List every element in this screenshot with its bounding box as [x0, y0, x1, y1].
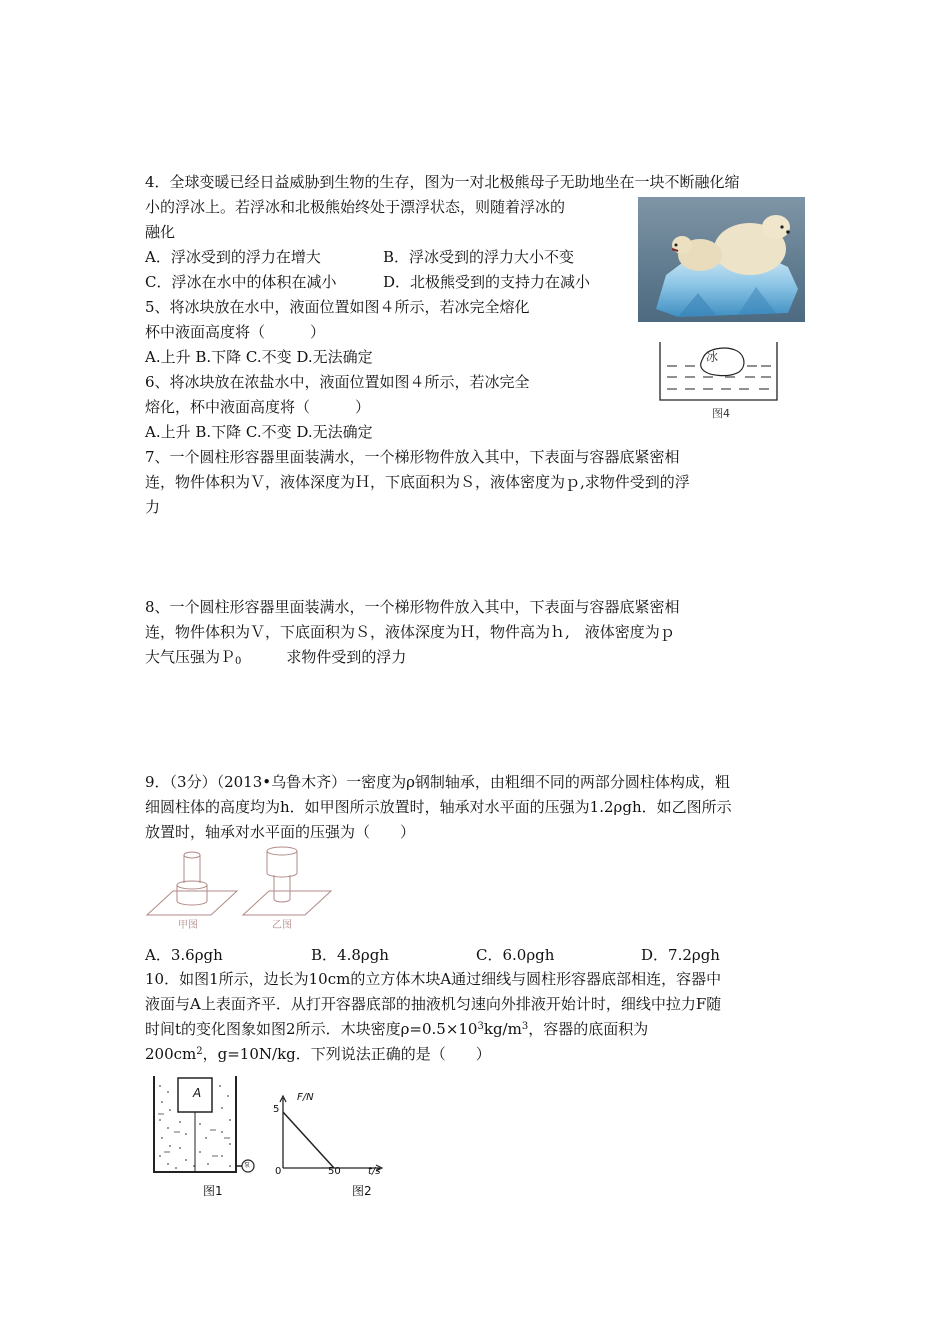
pump-icon: 泵: [244, 1162, 251, 1169]
q4-line3: 融化: [145, 223, 176, 241]
q4-line2: 小的浮冰上。若浮冰和北极熊始终处于漂浮状态，则随着浮冰的: [145, 198, 566, 216]
q4-option-a: A．浮冰受到的浮力在增大: [145, 248, 321, 266]
q9-option-b: B．4.8ρgh: [311, 946, 389, 964]
q6-line1: 6、将冰块放在浓盐水中，液面位置如图４所示，若冰完全: [145, 373, 530, 391]
figure-1-caption: 图1: [203, 1184, 223, 1198]
q4-option-d: D．北极熊受到的支持力在减小: [383, 273, 591, 291]
graph-y-label: F/N: [297, 1092, 314, 1103]
label-yi-tu: 乙图: [272, 920, 292, 931]
q9-option-a: A．3.6ρgh: [145, 946, 223, 964]
q9-line1: 9．（3分）（2013•乌鲁木齐）一密度为ρ钢制轴承，由粗细不同的两部分圆柱体构成，粗: [145, 773, 730, 791]
graph-y-tick-5: 5: [273, 1104, 280, 1115]
q4-option-b: B．浮冰受到的浮力大小不变: [383, 248, 575, 266]
q10-line3: 时间t的变化图象如图2所示．木块密度$\rho=0.5\times 10^3kg/m^3$，容器的底面积为: [145, 1020, 649, 1038]
label-jia-tu: 甲图: [178, 920, 198, 931]
q7-line2: 连，物件体积为Ｖ，液体深度为Ｈ，下底面积为Ｓ，液体密度为ｐ,求物件受到的浮: [145, 473, 690, 491]
ice-label: 冰: [706, 350, 719, 364]
figure-4-caption: 图4: [712, 407, 730, 420]
block-a-label: A: [193, 1086, 202, 1100]
q5-line2: 杯中液面高度将（ ）: [145, 323, 326, 341]
q10-line2: 液面与A上表面齐平．从打开容器底部的抽液机匀速向外排液开始计时，细线中拉力F随: [145, 995, 722, 1013]
bearing-figures: [145, 843, 335, 933]
graph-x-label: t/s: [368, 1166, 381, 1177]
q5-options: A.上升 B.下降 C.不变 D.无法确定: [145, 348, 373, 366]
q9-line3: 放置时，轴承对水平面的压强为（ ）: [145, 823, 416, 841]
polar-bear-photo: [638, 197, 805, 322]
q8-line1: 8、一个圆柱形容器里面装满水，一个梯形物件放入其中，下表面与容器底紧密相: [145, 598, 680, 616]
graph-x-tick-50: 50: [328, 1166, 341, 1177]
q9-option-d: D．7.2ρgh: [641, 946, 720, 964]
q7-line3: 力: [145, 498, 161, 516]
q5-line1: 5、将冰块放在水中，液面位置如图４所示，若冰完全熔化: [145, 298, 530, 316]
q10-line4: $200cm^2$，g=10N/kg．下列说法正确的是（ ）: [145, 1045, 491, 1063]
figure-2-caption: 图2: [352, 1184, 372, 1198]
q8-line3: 大气压强为Ｐ$_0$ 求物件受到的浮力: [145, 648, 407, 667]
q9-line2: 细圆柱体的高度均为h．如甲图所示放置时，轴承对水平面的压强为1.2ρgh．如乙图所示: [145, 798, 732, 816]
q6-line2: 熔化，杯中液面高度将（ ）: [145, 398, 371, 416]
q4-line1: 4．全球变暖已经日益威胁到生物的生存，图为一对北极熊母子无助地坐在一块不断融化缩: [145, 173, 740, 191]
q4-option-c: C．浮冰在水中的体积在减小: [145, 273, 337, 291]
q10-line1: 10．如图1所示，边长为10cm的立方体木块A通过细线与圆柱形容器底部相连，容器中: [145, 970, 722, 988]
q7-line1: 7、一个圆柱形容器里面装满水，一个梯形物件放入其中，下表面与容器底紧密相: [145, 448, 680, 466]
q8-line2: 连，物件体积为Ｖ，下底面积为Ｓ，液体深度为Ｈ，物件高为ｈ, 液体密度为ｐ: [145, 623, 675, 641]
graph-origin: 0: [275, 1166, 282, 1177]
q6-options: A.上升 B.下降 C.不变 D.无法确定: [145, 423, 373, 441]
q9-option-c: C．6.0ρgh: [476, 946, 555, 964]
